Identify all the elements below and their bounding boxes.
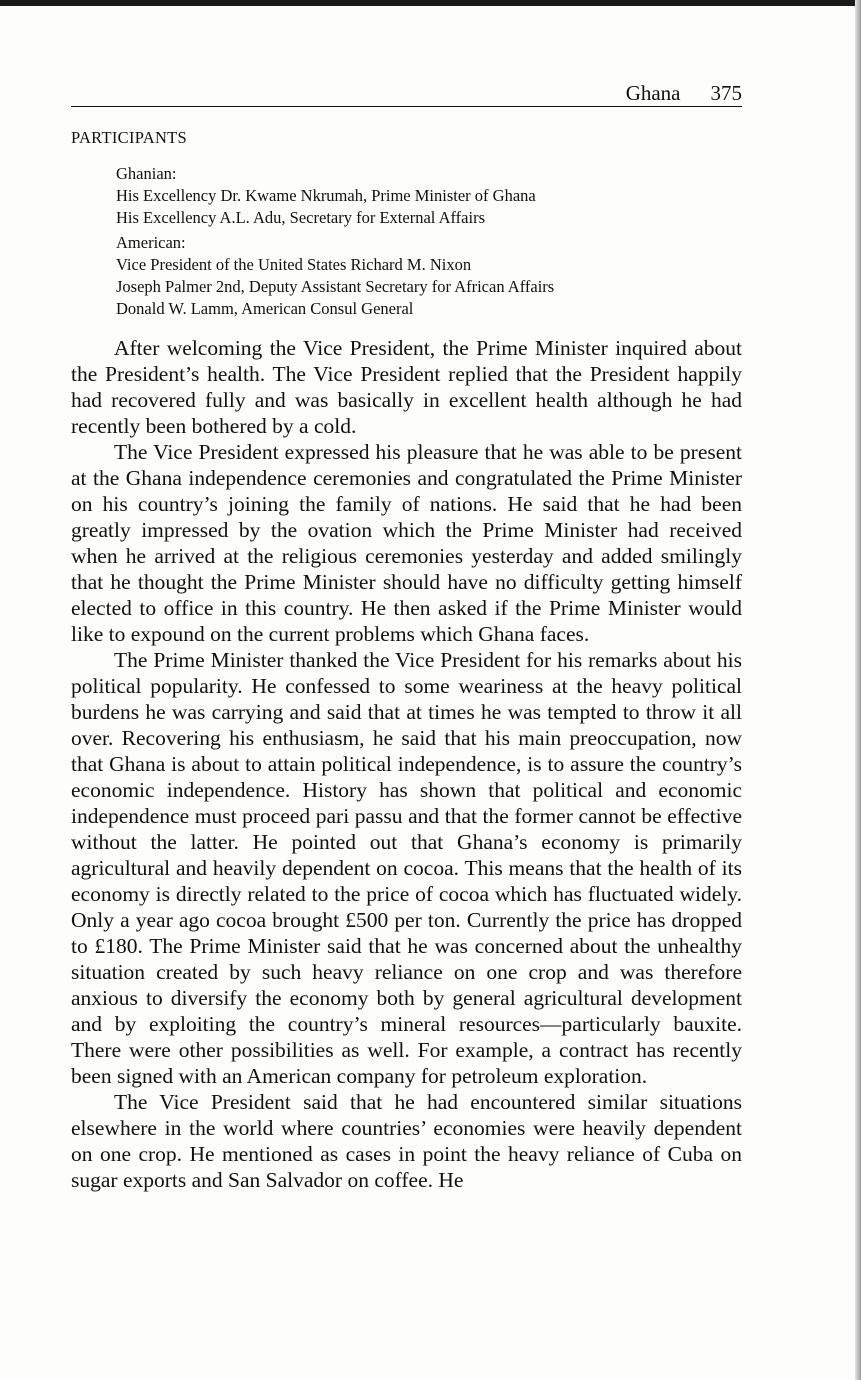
participant-entry: Donald W. Lamm, American Consul General xyxy=(116,299,414,318)
participant-group-label: American: xyxy=(116,233,186,252)
participants-list xyxy=(116,163,756,323)
participant-group-american xyxy=(116,232,756,320)
participants-heading: PARTICIPANTS xyxy=(71,128,188,147)
scan-top-border xyxy=(0,0,861,6)
running-header xyxy=(71,80,742,107)
memo-body xyxy=(71,335,742,1193)
body-paragraph: After welcoming the Vice President, the Prime Minister inquired about the President’s health. The Vice President replied that the President happily had recovered fully and was basically in excellent health although he had recently been bothered by a cold. xyxy=(71,336,742,438)
scan-right-edge xyxy=(855,0,861,1380)
participant-entry: Joseph Palmer 2nd, Deputy Assistant Secretary for African Affairs xyxy=(116,277,555,296)
participant-entry: Vice President of the United States Richard M. Nixon xyxy=(116,255,472,274)
participant-group-label: Ghanian: xyxy=(116,164,177,183)
body-paragraph: The Vice President said that he had encountered similar situations elsewhere in the world where countries’ economies were heavily dependent on one crop. He mentioned as cases in point the heavy reliance of Cuba on sugar exports and San Salvador on coffee. He xyxy=(71,1090,742,1192)
body-paragraph: The Prime Minister thanked the Vice President for his remarks about his political popularity. He confessed to some weariness at the heavy political burdens he was carrying and said that at times he was tempted to throw it all over. Recovering his enthusiasm, he said that his main preoccupation, now that Ghana is about to attain political independence, is to assure the country’s economic independence. History has shown that political and economic independence must proceed pari passu and that the former cannot be effective without the latter. He pointed out that Ghana’s economy is primarily agricultural and heavily dependent on cocoa. This means that the health of its economy is directly related to the price of cocoa which has fluctuated widely. Only a year ago cocoa brought £500 per ton. Currently the price has dropped to £180. The Prime Minister said that he was concerned about the unhealthy situation created by such heavy reliance on one crop and was therefore anxious to diversify the economy both by general agricultural development and by exploiting the country’s mineral resources—particularly bauxite. There were other possibilities as well. For example, a contract has recently been signed with an American company for petroleum exploration. xyxy=(71,648,742,1088)
participant-entry: His Excellency A.L. Adu, Secretary for External Affairs xyxy=(116,208,485,227)
body-paragraph: The Vice President expressed his pleasure that he was able to be present at the Ghana independence ceremonies and congratulated the Prime Minister on his country’s joining the family of nations. He said that he had been greatly impressed by the ovation which the Prime Minister had received when he arrived at the religious ceremonies yesterday and added smilingly that he thought the Prime Minister should have no difficulty getting himself elected to office in this country. He then asked if the Prime Minister would like to expound on the current problems which Ghana faces. xyxy=(71,440,742,646)
participant-entry: His Excellency Dr. Kwame Nkrumah, Prime Minister of Ghana xyxy=(116,186,536,205)
participant-group-ghanian xyxy=(116,163,756,229)
running-title: Ghana xyxy=(625,81,681,105)
page-number: 375 xyxy=(710,81,742,105)
